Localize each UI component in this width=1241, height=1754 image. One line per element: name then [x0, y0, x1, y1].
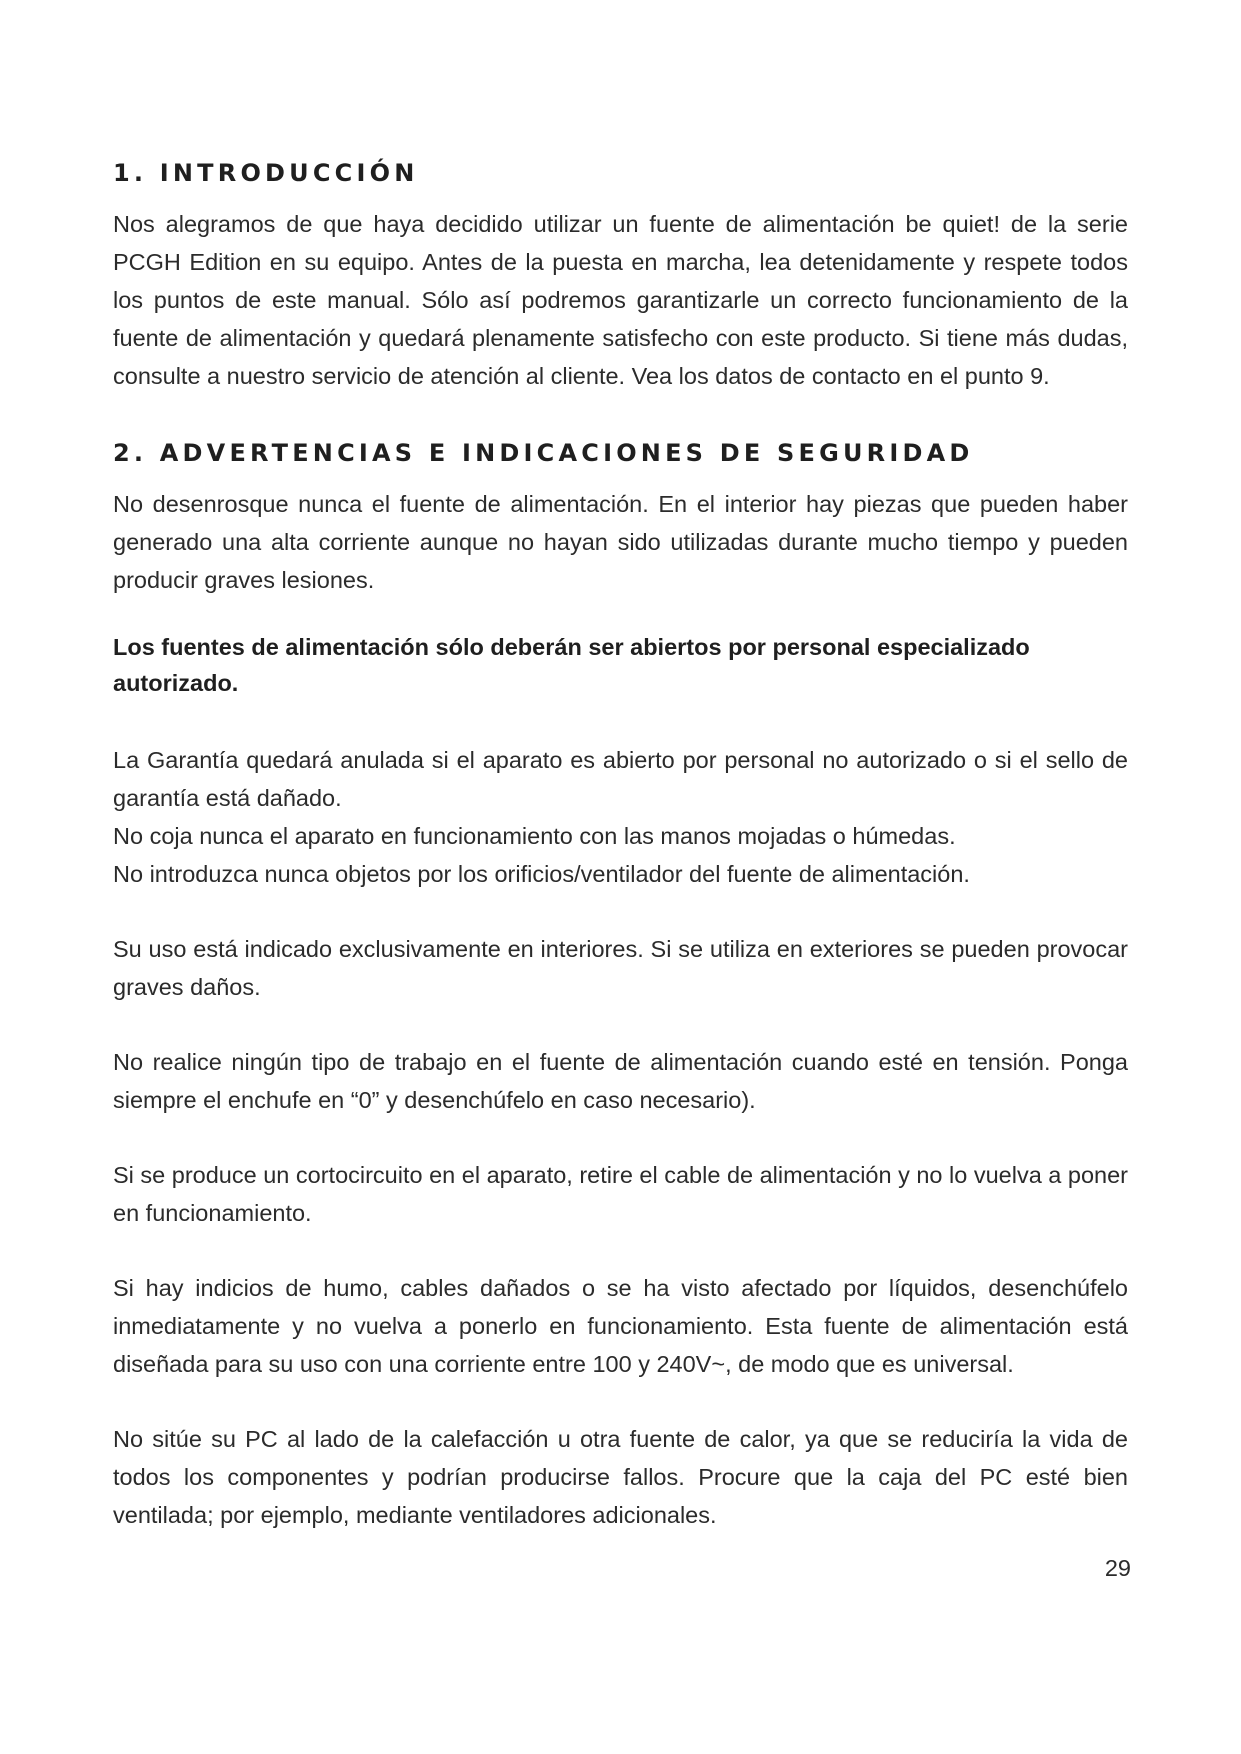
introduction-paragraph: Nos alegramos de que haya decidido utilizar un fuente de alimentación be quiet! de la serie PCGH Edition en su equipo. Antes de la puesta en marcha, lea detenidamente y respete todos los puntos de este manual. Sólo así podremos garantizarle un correcto funcionamiento de la fuente de alimentación y quedará plenamente satisfecho con este producto. Si tiene más dudas, consulte a nuestro servicio de atención al cliente. Vea los datos de contacto en el punto 9.: [113, 211, 1128, 389]
wet-hands-warning: No coja nunca el aparato en funcionamiento con las manos mojadas o húmedas.: [113, 823, 956, 849]
short-circuit-paragraph: Si se produce un cortocircuito en el aparato, retire el cable de alimentación y no lo vuelva a poner en funcionamiento.: [113, 1162, 1129, 1226]
page-number: 29: [1104, 1555, 1131, 1581]
smoke-damage-paragraph: Si hay indicios de humo, cables dañados o se ha visto afectado por líquidos, desenchúfelo inmediatamente y no vuelva a ponerlo en funcionamiento. Esta fuente de alimentación está diseñada para su uso con una corriente entre 100 y 240V~, de modo que es universal.: [113, 1275, 1128, 1377]
objects-warning: No introduzca nunca objetos por los orificios/ventilador del fuente de alimentación.: [113, 861, 970, 887]
page-content: [113, 158, 1128, 1534]
section-2-heading: 2. ADVERTENCIAS E INDICACIONES DE SEGURIDAD: [113, 439, 974, 467]
authorized-personnel-warning: Los fuentes de alimentación sólo deberán ser abiertos por personal especializado autorizado.: [113, 634, 1030, 696]
voltage-work-paragraph: No realice ningún tipo de trabajo en el fuente de alimentación cuando esté en tensión. Ponga siempre el enchufe en “0” y desenchúfelo en caso necesario).: [113, 1049, 1128, 1113]
warranty-void-paragraph: La Garantía quedará anulada si el aparato es abierto por personal no autorizado o si el sello de garantía está dañado.: [113, 747, 1128, 811]
section-1-heading: 1. INTRODUCCIÓN: [113, 159, 419, 187]
indoor-use-paragraph: Su uso está indicado exclusivamente en interiores. Si se utiliza en exteriores se pueden provocar graves daños.: [113, 936, 1128, 1000]
heat-source-paragraph: No sitúe su PC al lado de la calefacción u otra fuente de calor, ya que se reduciría la vida de todos los componentes y podrían producirse fallos. Procure que la caja del PC esté bien ventilada; por ejemplo, mediante ventiladores adicionales.: [113, 1426, 1128, 1528]
disassembly-warning-paragraph: No desenrosque nunca el fuente de alimentación. En el interior hay piezas que pueden haber generado una alta corriente aunque no hayan sido utilizadas durante mucho tiempo y pueden producir graves lesiones.: [113, 491, 1128, 593]
